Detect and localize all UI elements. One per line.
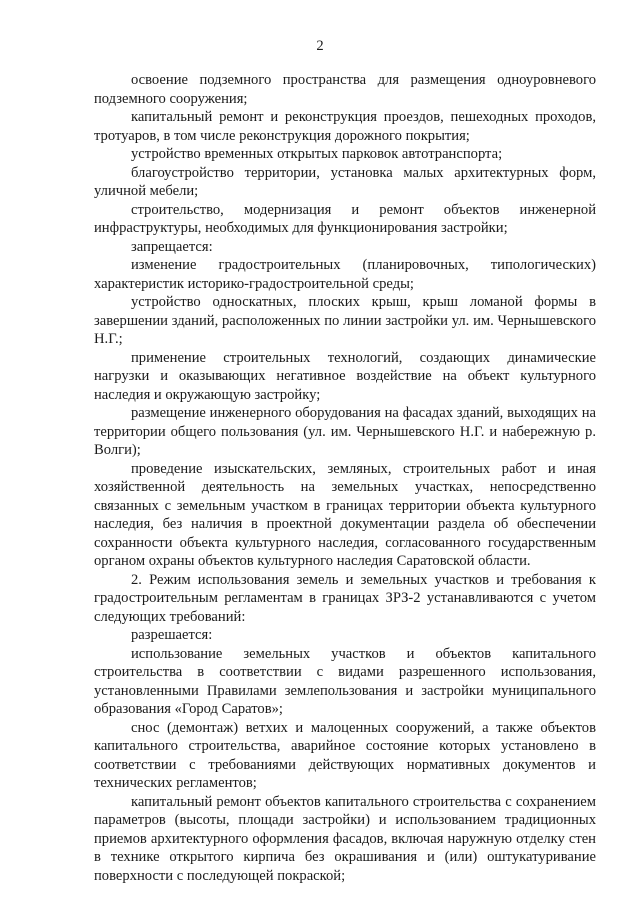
paragraph-allowed-heading: разрешается: [131, 627, 213, 643]
page-number: 2 [316, 38, 324, 54]
paragraph-facade-equipment: размещение инженерного оборудования на фасадах зданий, выходящих на территории общего пользования (ул. им. Чернышевского Н.Г. и набережную р. Волги); [94, 405, 596, 458]
paragraph-capital-repair: капитальный ремонт объектов капитального строительства с сохранением параметров (высоты, площади застройки) и использованием традиционных приемов архитектурного оформления фасадов, включая наружную отделку стен в технике открытого кирпича без окрашивания и (или) оштукатуривание поверхности с последующей покраской; [94, 793, 596, 884]
paragraph-driveways-repair: капитальный ремонт и реконструкция проездов, пешеходных проходов, тротуаров, в том числе реконструкция дорожного покрытия; [94, 109, 596, 144]
paragraph-demolition: снос (демонтаж) ветхих и малоценных сооружений, а также объектов капитального строительства, аварийное состояние которых установлено в соответствии с требованиями действующих нормативных документов и технических регламентов; [94, 719, 596, 791]
document-body [94, 71, 596, 885]
paragraph-zrz2-regime: 2. Режим использования земель и земельных участков и требования к градостроительным регламентам в границах ЗРЗ-2 устанавливаются с учетом следующих требований: [94, 571, 596, 625]
paragraph-prohibited-heading: запрещается: [131, 238, 213, 255]
paragraph-urban-environment-change: изменение градостроительных (планировочных, типологических) характеристик историко-градостроительной среды; [94, 257, 596, 292]
paragraph-land-use: использование земельных участков и объектов капитального строительства в соответствии с видами разрешенного использования, установленными Правилами землепользования и застройки муниципального образования «Город Саратов»; [94, 645, 596, 717]
paragraph-temporary-parking: устройство временных открытых парковок автотранспорта; [131, 146, 503, 162]
paragraph-landscaping: благоустройство территории, установка малых архитектурных форм, уличной мебели; [94, 164, 596, 199]
paragraph-engineering-infrastructure: строительство, модернизация и ремонт объектов инженерной инфраструктуры, необходимых для функционирования застройки; [94, 201, 596, 236]
paragraph-construction-technologies: применение строительных технологий, создающих динамические нагрузки и оказывающих негативное воздействие на объект культурного наследия и окружающую застройку; [94, 349, 596, 403]
paragraph-roof-forms: устройство односкатных, плоских крыш, крыш ломаной формы в завершении зданий, расположенных по линии застройки ул. им. Чернышевского Н.Г.; [94, 294, 596, 347]
paragraph-underground-space: освоение подземного пространства для размещения одноуровневого подземного сооружения; [94, 72, 596, 107]
paragraph-survey-works: проведение изыскательских, земляных, строительных работ и иная хозяйственной деятельность на земельных участках, непосредственно связанных с земельным участком в границах территории объекта культурного наследия, без наличия в проектной документации раздела об обеспечении сохранности объекта культурного наследия, согласованного государственным органом охраны объектов культурного наследия Саратовской области. [94, 460, 596, 569]
